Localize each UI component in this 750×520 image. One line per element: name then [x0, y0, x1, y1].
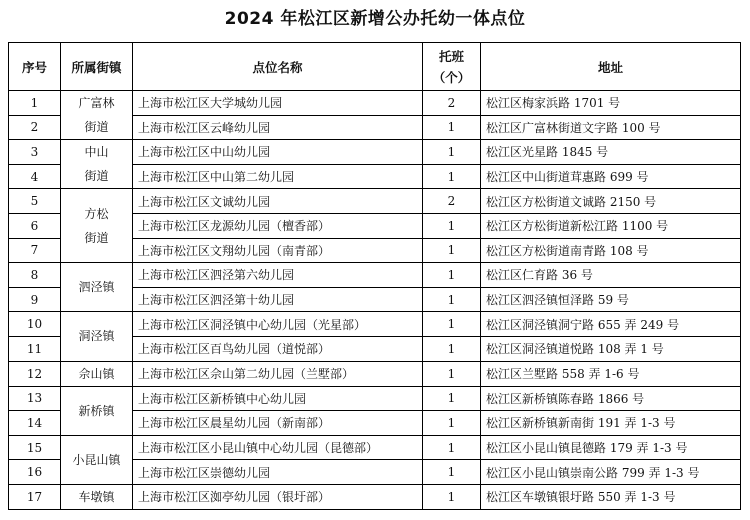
cell-street	[61, 361, 133, 386]
cell-name: 上海市松江区中山幼儿园	[133, 140, 423, 165]
cell-seq: 3	[9, 140, 61, 165]
header-classes-line2: （个）	[432, 69, 471, 85]
cell-address: 松江区小昆山镇崇南公路 799 弄 1-3 号	[481, 460, 741, 485]
cell-name: 上海市松江区百鸟幼儿园（道悦部）	[133, 336, 423, 361]
cell-classes: 1	[423, 287, 481, 312]
cell-classes: 1	[423, 140, 481, 165]
cell-seq: 14	[9, 411, 61, 436]
cell-address: 松江区方松街道新松江路 1100 号	[481, 213, 741, 238]
street-label-line: 中山	[84, 145, 109, 160]
header-seq: 序号	[9, 43, 61, 91]
street-label-line: 佘山镇	[78, 366, 115, 381]
cell-seq: 2	[9, 115, 61, 140]
cell-seq: 17	[9, 484, 61, 509]
cell-address: 松江区光星路 1845 号	[481, 140, 741, 165]
cell-classes: 1	[423, 361, 481, 386]
cell-classes: 1	[423, 336, 481, 361]
table-row	[9, 263, 741, 288]
cell-address: 松江区洞泾镇洞宁路 655 弄 249 号	[481, 312, 741, 337]
cell-name: 上海市松江区晨星幼儿园（新南部）	[133, 411, 423, 436]
cell-address: 松江区广富林街道文字路 100 号	[481, 115, 741, 140]
table-row	[9, 435, 741, 460]
cell-address: 松江区小昆山镇昆德路 179 弄 1-3 号	[481, 435, 741, 460]
cell-seq: 11	[9, 336, 61, 361]
cell-seq: 13	[9, 386, 61, 411]
cell-address: 松江区仁育路 36 号	[481, 263, 741, 288]
cell-name: 上海市松江区大学城幼儿园	[133, 91, 423, 116]
cell-street	[61, 312, 133, 361]
cell-classes: 2	[423, 91, 481, 116]
cell-classes: 1	[423, 312, 481, 337]
cell-seq: 6	[9, 213, 61, 238]
cell-seq: 12	[9, 361, 61, 386]
cell-name: 上海市松江区文翔幼儿园（南青部）	[133, 238, 423, 263]
street-label-line: 车墩镇	[78, 489, 115, 504]
cell-address: 松江区泗泾镇恒泽路 59 号	[481, 287, 741, 312]
header-address: 地址	[481, 43, 741, 91]
header-street: 所属街镇	[61, 43, 133, 91]
cell-address: 松江区方松街道文诚路 2150 号	[481, 189, 741, 214]
cell-classes: 1	[423, 238, 481, 263]
cell-name: 上海市松江区洳亭幼儿园（银圩部）	[133, 484, 423, 509]
table-row	[9, 140, 741, 165]
street-label-line: 街道	[84, 169, 109, 184]
cell-name: 上海市松江区龙源幼儿园（檀香部）	[133, 213, 423, 238]
cell-classes: 1	[423, 386, 481, 411]
header-classes-line1: 托班	[438, 48, 464, 64]
cell-address: 松江区新桥镇新南街 191 弄 1-3 号	[481, 411, 741, 436]
table-header-row	[9, 43, 741, 91]
street-label-line: 洞泾镇	[78, 329, 115, 344]
cell-classes: 1	[423, 411, 481, 436]
cell-seq: 5	[9, 189, 61, 214]
cell-street	[61, 484, 133, 509]
cell-address: 松江区梅家浜路 1701 号	[481, 91, 741, 116]
cell-name: 上海市松江区文诚幼儿园	[133, 189, 423, 214]
cell-street	[61, 91, 133, 140]
street-label-line: 小昆山镇	[72, 452, 121, 467]
cell-classes: 1	[423, 263, 481, 288]
cell-street	[61, 263, 133, 312]
cell-address: 松江区新桥镇陈春路 1866 号	[481, 386, 741, 411]
cell-street	[61, 435, 133, 484]
cell-name: 上海市松江区小昆山镇中心幼儿园（昆德部）	[133, 435, 423, 460]
cell-name: 上海市松江区中山第二幼儿园	[133, 164, 423, 189]
header-classes	[423, 43, 481, 91]
cell-seq: 4	[9, 164, 61, 189]
cell-seq: 16	[9, 460, 61, 485]
cell-seq: 9	[9, 287, 61, 312]
street-label-line: 新桥镇	[78, 403, 115, 418]
street-label-line: 广富林	[78, 96, 115, 111]
cell-seq: 7	[9, 238, 61, 263]
cell-classes: 1	[423, 213, 481, 238]
table-body	[9, 91, 741, 510]
cell-classes: 1	[423, 484, 481, 509]
table-row	[9, 91, 741, 116]
cell-classes: 1	[423, 435, 481, 460]
cell-name: 上海市松江区洞泾镇中心幼儿园（光星部）	[133, 312, 423, 337]
table-row	[9, 386, 741, 411]
street-label-line: 街道	[84, 230, 109, 245]
cell-name: 上海市松江区泗泾第十幼儿园	[133, 287, 423, 312]
header-name: 点位名称	[133, 43, 423, 91]
cell-classes: 1	[423, 164, 481, 189]
cell-classes: 2	[423, 189, 481, 214]
document-title: 2024 年松江区新增公办托幼一体点位	[224, 9, 526, 29]
cell-name: 上海市松江区泗泾第六幼儿园	[133, 263, 423, 288]
street-label-line: 方松	[84, 206, 109, 221]
cell-seq: 15	[9, 435, 61, 460]
cell-address: 松江区兰墅路 558 弄 1-6 号	[481, 361, 741, 386]
table-row	[9, 361, 741, 386]
street-label-line: 街道	[84, 120, 109, 135]
cell-address: 松江区方松街道南青路 108 号	[481, 238, 741, 263]
cell-street	[61, 189, 133, 263]
kindergarten-table	[8, 42, 741, 510]
table-row	[9, 484, 741, 509]
street-label-line: 泗泾镇	[78, 280, 115, 295]
cell-name: 上海市松江区崇德幼儿园	[133, 460, 423, 485]
cell-classes: 1	[423, 115, 481, 140]
cell-name: 上海市松江区新桥镇中心幼儿园	[133, 386, 423, 411]
cell-address: 松江区洞泾镇道悦路 108 弄 1 号	[481, 336, 741, 361]
cell-street	[61, 386, 133, 435]
cell-seq: 10	[9, 312, 61, 337]
cell-name: 上海市松江区佘山第二幼儿园（兰墅部）	[133, 361, 423, 386]
cell-name: 上海市松江区云峰幼儿园	[133, 115, 423, 140]
cell-seq: 8	[9, 263, 61, 288]
table-row	[9, 189, 741, 214]
cell-street	[61, 140, 133, 189]
cell-classes: 1	[423, 460, 481, 485]
cell-address: 松江区中山街道茸惠路 699 号	[481, 164, 741, 189]
table-row	[9, 312, 741, 337]
cell-seq: 1	[9, 91, 61, 116]
cell-address: 松江区车墩镇银圩路 550 弄 1-3 号	[481, 484, 741, 509]
